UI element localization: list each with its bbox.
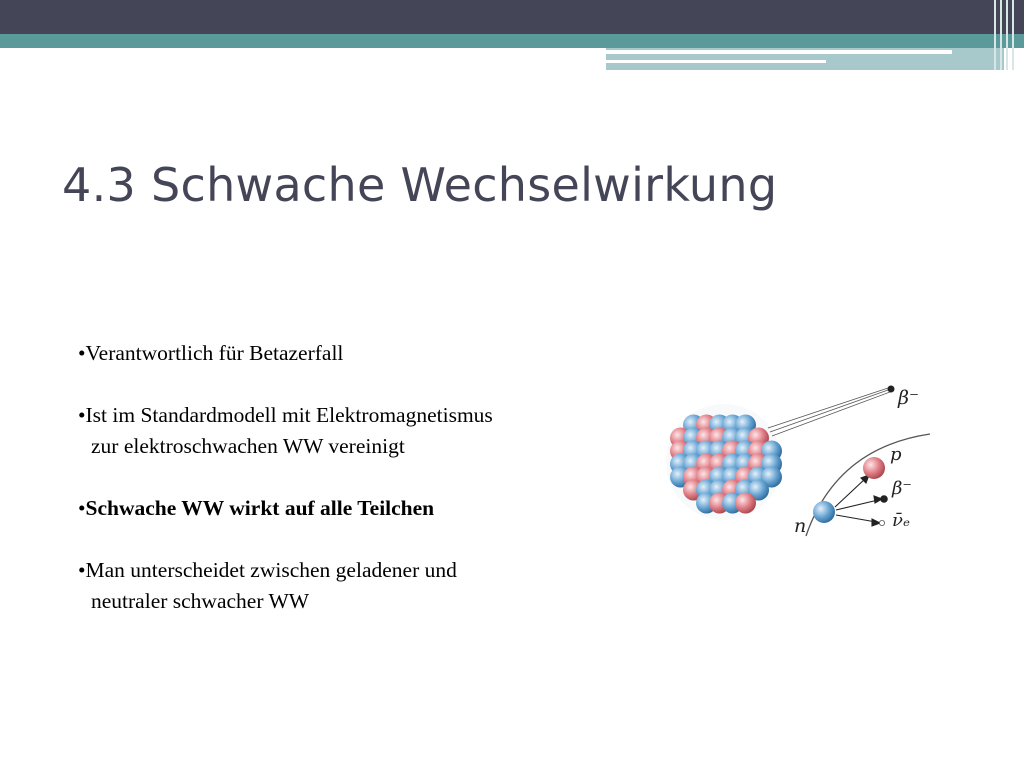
label-antineutrino: ν̄ₑ <box>892 510 910 531</box>
header-dark-band <box>0 0 1024 34</box>
header-accent-line <box>606 50 952 54</box>
bullet-betazerfall: •Verantwortlich für Betazerfall <box>78 341 344 365</box>
label-beta: β⁻ <box>892 478 912 499</box>
bullet-alle-teilchen <box>78 493 658 524</box>
antineutrino-icon <box>879 520 884 525</box>
neutron-icon <box>813 501 835 523</box>
decay-arrows <box>835 475 882 526</box>
header-right-stripes <box>992 0 1024 70</box>
label-beta-top: β⁻ <box>898 387 920 409</box>
bullet-alle-teilchen-text: Schwache WW wirkt auf alle Teilchen <box>85 496 435 520</box>
bullet-marker: • <box>78 496 86 520</box>
bullet-standardmodell-line1: •Ist im Standardmodell mit Elektromagnetismus <box>78 403 493 427</box>
header-accent-line-short <box>606 60 826 63</box>
proton-icon <box>863 457 885 479</box>
beta-particle-icon <box>888 386 895 393</box>
bullet-standardmodell-line2: zur elektroschwachen WW vereinigt <box>91 434 405 458</box>
label-proton: p <box>890 444 902 465</box>
header-teal-band <box>0 34 1024 48</box>
nucleus-icon <box>666 404 782 520</box>
emission-lines <box>768 388 890 436</box>
bullet-geladen-neutral-line2: neutraler schwacher WW <box>91 589 310 613</box>
label-neutron: n <box>794 515 807 537</box>
bullet-list <box>78 338 658 617</box>
beta-decay-illustration <box>660 376 940 546</box>
electron-icon <box>880 495 888 503</box>
bullet-geladen-neutral-line1: •Man unterscheidet zwischen geladener und <box>78 558 457 582</box>
nucleon-icon <box>735 493 756 514</box>
slide-title: 4.3 Schwache Wechselwirkung <box>62 158 778 212</box>
